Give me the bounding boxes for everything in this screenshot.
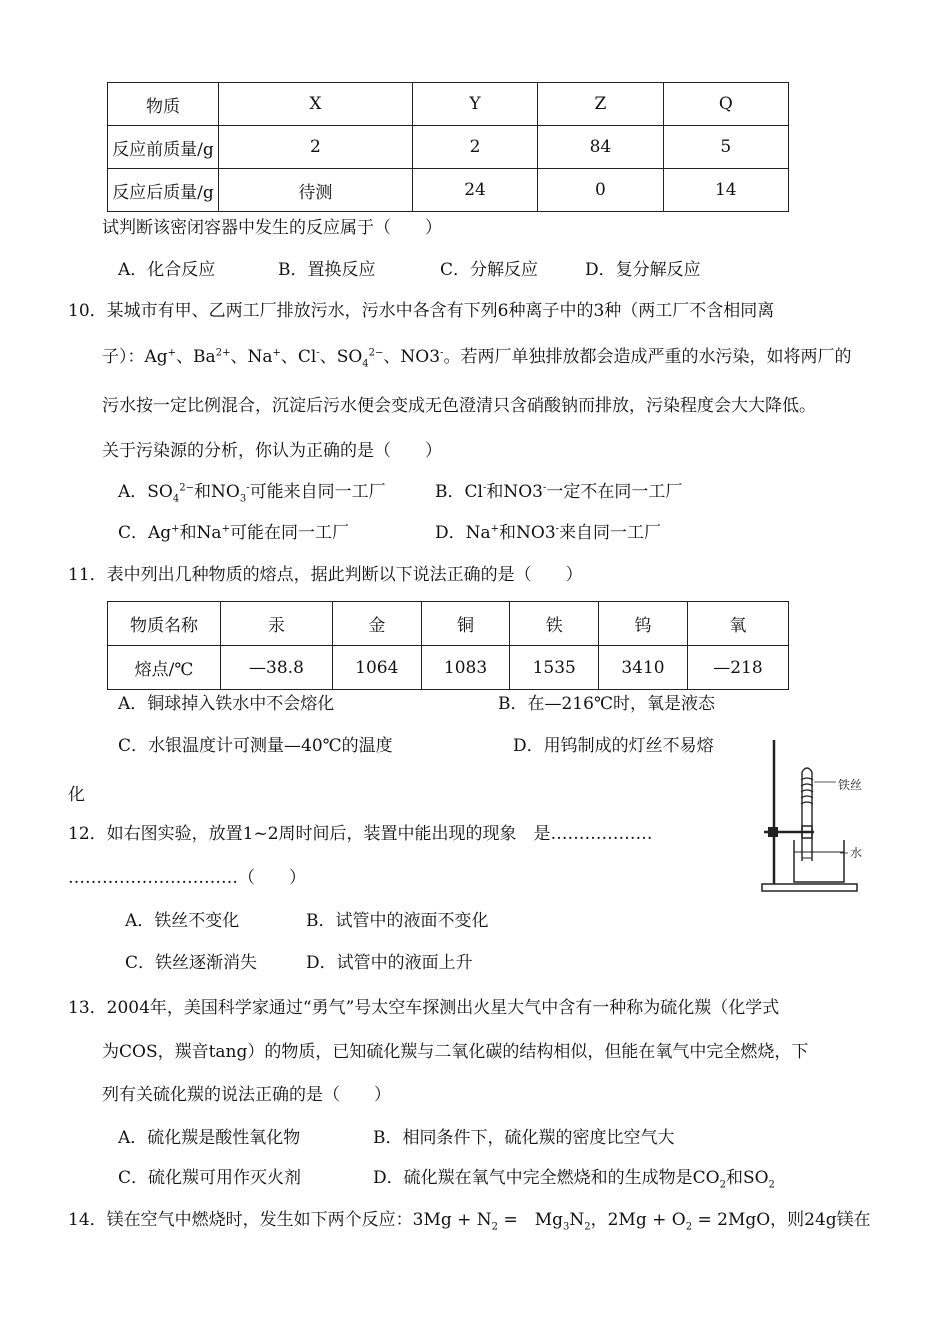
iron-wire-apparatus-figure bbox=[752, 736, 882, 898]
q9-option-c: C．分解反应 bbox=[440, 260, 539, 280]
table-header-row bbox=[108, 602, 789, 646]
q12-line-2: …………………………（ ） bbox=[68, 868, 306, 888]
table-cell: 1083 bbox=[421, 646, 510, 690]
q14-line-1: 14．镁在空气中燃烧时，发生如下两个反应：$3Mg + N_2$ = $Mg_3N_2$，$2Mg + O_2 = 2MgO$，则24g镁在 bbox=[68, 1210, 871, 1233]
table-cell: Y bbox=[412, 83, 537, 126]
table-cell: 5 bbox=[663, 126, 788, 169]
q11-option-b: B．在—216℃时，氧是液态 bbox=[498, 694, 715, 714]
q13-line-3: 列有关硫化羰的说法正确的是（ ） bbox=[102, 1085, 391, 1105]
q12-option-a: A．铁丝不变化 bbox=[125, 911, 240, 931]
table-cell: 铜 bbox=[421, 602, 510, 646]
q9-option-b: B．置换反应 bbox=[278, 260, 376, 280]
q9-prompt: 试判断该密闭容器中发生的反应属于（ ） bbox=[102, 218, 442, 238]
table-cell: 氧 bbox=[687, 602, 788, 646]
table-cell: 2 bbox=[412, 126, 537, 169]
table-cell: 反应后质量/g bbox=[108, 169, 219, 212]
table-header-row bbox=[108, 83, 789, 126]
q12-option-c: C．铁丝逐渐消失 bbox=[125, 953, 258, 973]
q10-option-b: B．Cl-和NO3-一定不在同一工厂 bbox=[435, 482, 683, 502]
table-cell: 汞 bbox=[221, 602, 333, 646]
table-row bbox=[108, 646, 789, 690]
q11-option-d-continued: 化 bbox=[68, 785, 85, 805]
table-row bbox=[108, 169, 789, 212]
q10-option-d: D．Na+和NO3-来自同一工厂 bbox=[435, 523, 662, 543]
water-label: 水 bbox=[850, 846, 863, 860]
table-cell: X bbox=[219, 83, 413, 126]
table-cell: 熔点/℃ bbox=[108, 646, 221, 690]
q13-option-b: B．相同条件下，硫化羰的密度比空气大 bbox=[373, 1128, 675, 1148]
table-cell: 14 bbox=[663, 169, 788, 212]
q10-line-1: 10．某城市有甲、乙两工厂排放污水，污水中各含有下列6种离子中的3种（两工厂不含相同离 bbox=[68, 301, 775, 321]
table-cell: —218 bbox=[687, 646, 788, 690]
q13-line-2: 为COS，羰音tang）的物质，已知硫化羰与二氧化碳的结构相似，但能在氧气中完全燃烧，下 bbox=[102, 1042, 809, 1062]
q13-option-a: A．硫化羰是酸性氧化物 bbox=[118, 1128, 301, 1148]
q13-line-1: 13．2004年，美国科学家通过“勇气”号太空车探测出火星大气中含有一种称为硫化羰（化学式 bbox=[68, 998, 780, 1018]
q13-option-d: D．硫化羰在氧气中完全燃烧和的生成物是$CO_2$和$SO_2$ bbox=[373, 1168, 775, 1191]
q12-option-d: D．试管中的液面上升 bbox=[306, 953, 473, 973]
table-cell: 1064 bbox=[332, 646, 421, 690]
table-cell: 铁 bbox=[510, 602, 599, 646]
table-cell: Q bbox=[663, 83, 788, 126]
mass-table bbox=[107, 82, 789, 212]
table-cell: 84 bbox=[538, 126, 663, 169]
q11-prompt: 11．表中列出几种物质的熔点，据此判断以下说法正确的是（ ） bbox=[68, 565, 583, 585]
q11-option-c: C．水银温度计可测量—40℃的温度 bbox=[118, 736, 393, 756]
table-cell: 2 bbox=[219, 126, 413, 169]
q10-option-c: C．Ag+和Na+可能在同一工厂 bbox=[118, 523, 349, 543]
table-cell: 物质 bbox=[108, 83, 219, 126]
q9-option-a: A．化合反应 bbox=[118, 260, 216, 280]
table-cell: 待测 bbox=[219, 169, 413, 212]
q10-option-a: A．$SO_4^{2-}$和$NO_3^-$可能来自同一工厂 bbox=[118, 482, 386, 505]
table-cell: 物质名称 bbox=[108, 602, 221, 646]
q12-option-b: B．试管中的液面不变化 bbox=[306, 911, 489, 931]
table-cell: 反应前质量/g bbox=[108, 126, 219, 169]
table-cell: 0 bbox=[538, 169, 663, 212]
table-cell: 钨 bbox=[599, 602, 688, 646]
table-cell: 3410 bbox=[599, 646, 688, 690]
q10-line-4: 关于污染源的分析，你认为正确的是（ ） bbox=[102, 441, 442, 461]
table-cell: Z bbox=[538, 83, 663, 126]
q12-line-1: 12．如右图实验，放置1~2周时间后，装置中能出现的现象 是……………… bbox=[68, 824, 653, 844]
melting-point-table bbox=[107, 601, 789, 690]
iron-wire-label: 铁丝 bbox=[838, 778, 863, 792]
table-cell: 1535 bbox=[510, 646, 599, 690]
q13-option-c: C．硫化羰可用作灭火剂 bbox=[118, 1168, 302, 1188]
q10-line-3: 污水按一定比例混合，沉淀后污水便会变成无色澄清只含硝酸钠而排放，污染程度会大大降低。 bbox=[102, 396, 816, 416]
table-row bbox=[108, 126, 789, 169]
table-cell: 金 bbox=[332, 602, 421, 646]
q11-option-d: D．用钨制成的灯丝不易熔 bbox=[513, 736, 714, 756]
table-cell: —38.8 bbox=[221, 646, 333, 690]
q9-option-d: D．复分解反应 bbox=[585, 260, 701, 280]
q11-option-a: A．铜球掉入铁水中不会熔化 bbox=[118, 694, 335, 714]
q10-line-2: 子）：Ag+、$Ba^{2+}$、Na+、Cl-、$SO_4^{2-}$、NO3-。若两厂单独排放都会造成严重的水污染，如将两厂的 bbox=[102, 347, 852, 370]
table-cell: 24 bbox=[412, 169, 537, 212]
